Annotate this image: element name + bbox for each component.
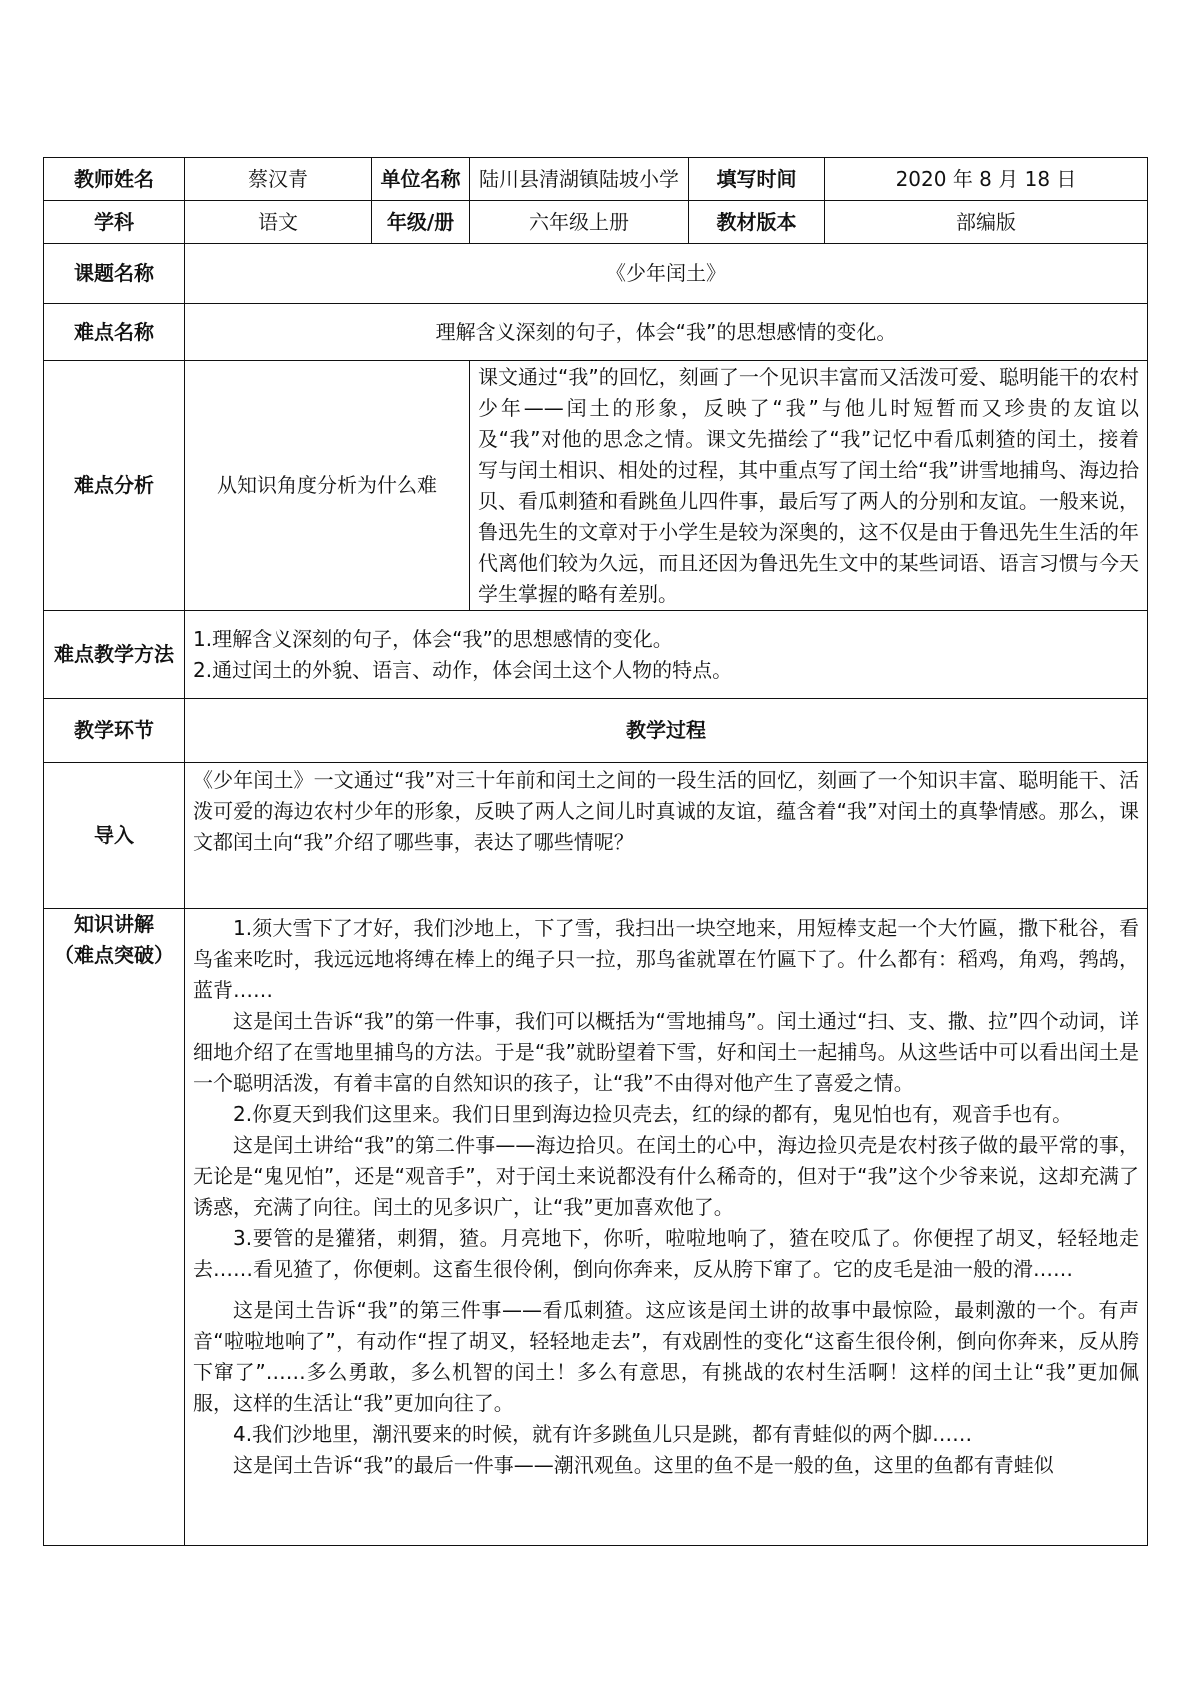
knowledge-label <box>44 909 185 1546</box>
info-row-2 <box>44 201 1148 244</box>
intro-text: 《少年闰土》一文通过“我”对三十年前和闰土之间的一段生活的回忆，刻画了一个知识丰富、聪明能干、活泼可爱的海边农村少年的形象，反映了两人之间儿时真诚的友谊，蕴含着“我”对闰土的真挚情感。那么，课文都闰土向“我”介绍了哪些事，表达了哪些情呢？ <box>193 768 1139 854</box>
method-label: 难点教学方法 <box>44 611 185 699</box>
subject-value: 语文 <box>185 201 372 244</box>
teacher-name-label: 教师姓名 <box>44 158 185 201</box>
grade-value: 六年级上册 <box>470 201 689 244</box>
lesson-plan-table <box>43 157 1148 1546</box>
info-row-1 <box>44 158 1148 201</box>
unit-name-label: 单位名称 <box>372 158 470 201</box>
analysis-label: 难点分析 <box>44 361 185 611</box>
intro-row <box>44 763 1148 909</box>
analysis-row <box>44 361 1148 611</box>
knowledge-paragraph: 这是闰土告诉“我”的第一件事，我们可以概括为“雪地捕鸟”。闰土通过“扫、支、撒、拉”四个动词，详细地介绍了在雪地里捕鸟的方法。于是“我”就盼望着下雪，好和闰土一起捕鸟。从这些话中可以看出闰土是一个聪明活泼，有着丰富的自然知识的孩子，让“我”不由得对他产生了喜爱之情。 <box>193 1009 1139 1095</box>
teacher-name-value: 蔡汉青 <box>185 158 372 201</box>
knowledge-paragraph: 这是闰土告诉“我”的第三件事——看瓜刺猹。这应该是闰土讲的故事中最惊险，最刺激的一个。有声音“啦啦地响了”，有动作“捏了胡叉，轻轻地走去”，有戏剧性的变化“这畜生很伶俐，倒向你奔来，反从胯下窜了”……多么勇敢，多么机智的闰土！多么有意思，有挑战的农村生活啊！这样的闰土让“我”更加佩服，这样的生活让“我”更加向往了。 <box>193 1298 1139 1415</box>
stage-label: 教学环节 <box>44 699 185 763</box>
topic-row <box>44 244 1148 304</box>
unit-name-value: 陆川县清湖镇陆坡小学 <box>470 158 689 201</box>
method-row <box>44 611 1148 699</box>
fill-date-value: 2020 年 8 月 18 日 <box>825 158 1148 201</box>
topic-label: 课题名称 <box>44 244 185 304</box>
knowledge-row <box>44 909 1148 1546</box>
knowledge-paragraph: 这是闰土告诉“我”的最后一件事——潮汛观鱼。这里的鱼不是一般的鱼，这里的鱼都有青蛙似 <box>233 1453 1054 1477</box>
fill-date-label: 填写时间 <box>689 158 825 201</box>
subject-label: 学科 <box>44 201 185 244</box>
knowledge-content <box>185 909 1148 1546</box>
method-list <box>185 611 1148 699</box>
knowledge-paragraph: 2.你夏天到我们这里来。我们日里到海边捡贝壳去，红的绿的都有，鬼见怕也有，观音手也有。 <box>233 1102 1073 1126</box>
edition-value: 部编版 <box>825 201 1148 244</box>
knowledge-label-line1: 知识讲解 <box>74 912 154 936</box>
knowledge-paragraph: 4.我们沙地里，潮汛要来的时候，就有许多跳鱼儿只是跳，都有青蛙似的两个脚…… <box>233 1422 973 1446</box>
analysis-text: 课文通过“我”的回忆，刻画了一个见识丰富而又活泼可爱、聪明能干的农村少年——闰土的形象，反映了“我”与他儿时短暂而又珍贵的友谊以及“我”对他的思念之情。课文先描绘了“我”记忆中看瓜刺猹的闰土，接着写与闰土相识、相处的过程，其中重点写了闰土给“我”讲雪地捕鸟、海边拾贝、看瓜刺猹和看跳鱼儿四件事，最后写了两人的分别和友谊。一般来说，鲁迅先生的文章对于小学生是较为深奥的，这不仅是由于鲁迅先生生活的年代离他们较为久远，而且还因为鲁迅先生文中的某些词语、语言习惯与今天学生掌握的略有差别。 <box>470 361 1148 611</box>
knowledge-label-line2: （难点突破） <box>54 943 174 967</box>
edition-label: 教材版本 <box>689 201 825 244</box>
method-item: 2.通过闰土的外貌、语言、动作，体会闰土这个人物的特点。 <box>193 657 733 682</box>
grade-label: 年级/册 <box>372 201 470 244</box>
process-heading: 教学过程 <box>185 699 1148 763</box>
knowledge-paragraph: 3.要管的是獾猪，刺猬，猹。月亮地下，你听，啦啦地响了，猹在咬瓜了。你便捏了胡叉，轻轻地走去……看见猹了，你便刺。这畜生很伶俐，倒向你奔来，反从胯下窜了。它的皮毛是油一般的滑…… <box>193 1226 1139 1281</box>
difficulty-value: 理解含义深刻的句子，体会“我”的思想感情的变化。 <box>185 304 1148 361</box>
topic-value: 《少年闰土》 <box>185 244 1148 304</box>
difficulty-label: 难点名称 <box>44 304 185 361</box>
difficulty-row <box>44 304 1148 361</box>
knowledge-paragraph: 1.须大雪下了才好，我们沙地上，下了雪，我扫出一块空地来，用短棒支起一个大竹匾，撒下秕谷，看鸟雀来吃时，我远远地将缚在棒上的绳子只一拉，那鸟雀就罩在竹匾下了。什么都有：稻鸡，角鸡，鹁鸪，蓝背…… <box>193 916 1139 1002</box>
intro-cell <box>185 763 1148 909</box>
method-item: 1.理解含义深刻的句子，体会“我”的思想感情的变化。 <box>193 626 673 651</box>
stage-header-row <box>44 699 1148 763</box>
knowledge-paragraph: 这是闰土讲给“我”的第二件事——海边拾贝。在闰土的心中，海边捡贝壳是农村孩子做的最平常的事，无论是“鬼见怕”，还是“观音手”，对于闰土来说都没有什么稀奇的，但对于“我”这个少爷来说，这却充满了诱惑，充满了向往。闰土的见多识广，让“我”更加喜欢他了。 <box>193 1133 1139 1219</box>
intro-label: 导入 <box>44 763 185 909</box>
analysis-sub-label: 从知识角度分析为什么难 <box>185 361 470 611</box>
